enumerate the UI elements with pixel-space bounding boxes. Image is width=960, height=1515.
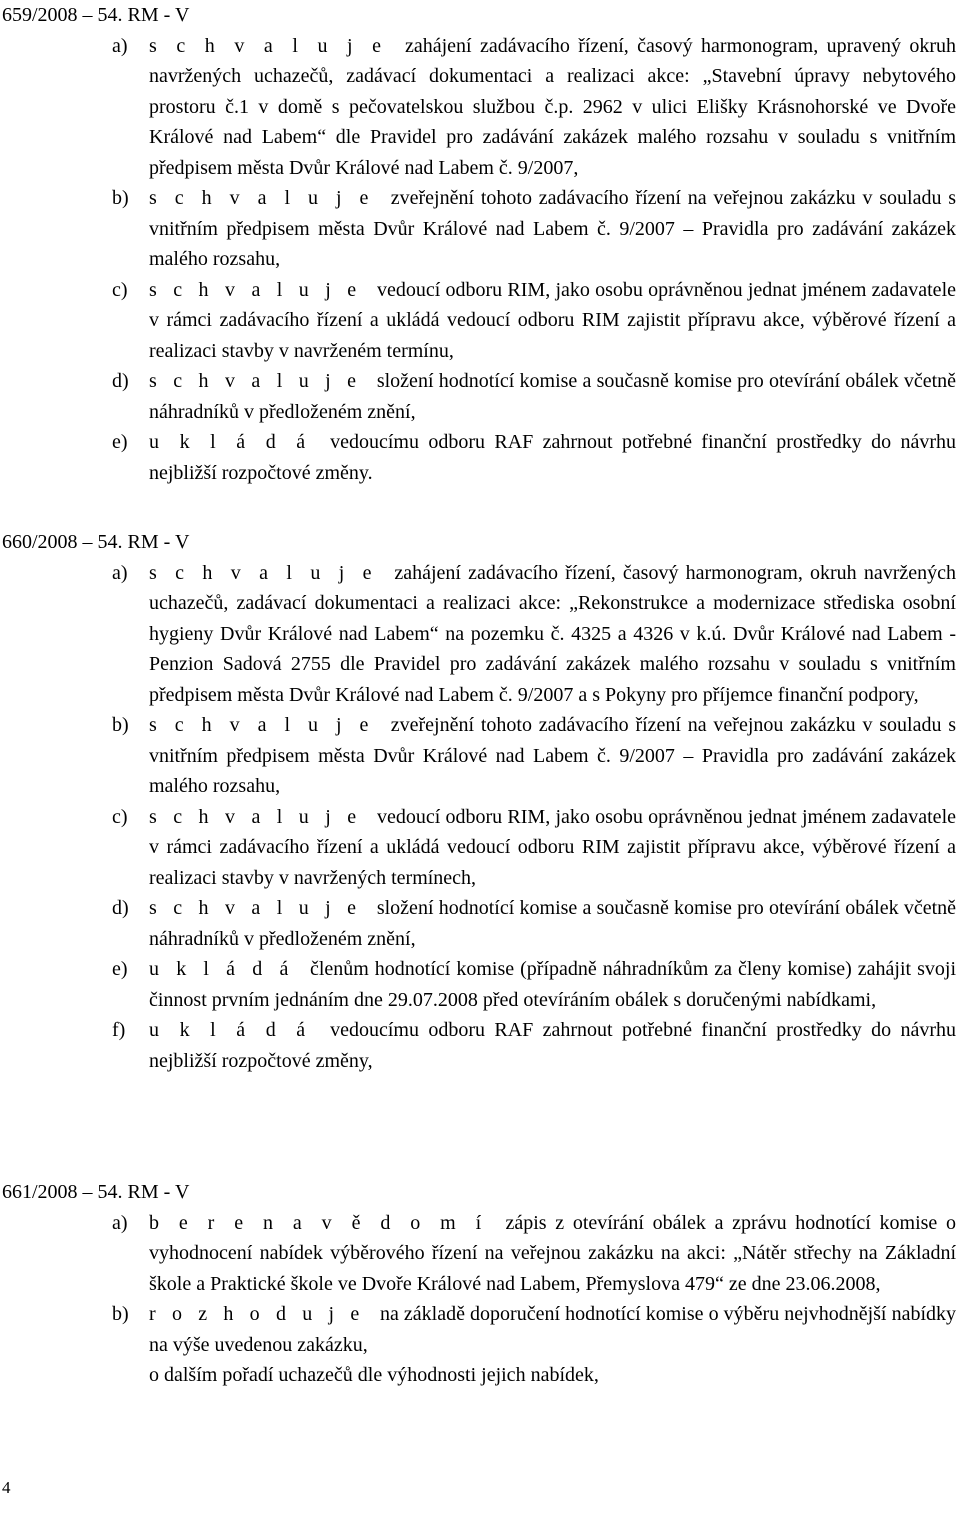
resolution-660 <box>2 527 956 1076</box>
resolution-661 <box>2 1177 956 1391</box>
resolution-item <box>2 710 956 802</box>
item-verb: u k l á d á <box>149 958 294 980</box>
item-label: f) <box>112 1019 126 1041</box>
item-verb: s c h v a l u j e <box>149 714 374 736</box>
resolution-item <box>2 1299 956 1360</box>
item-verb: s c h v a l u j e <box>149 370 362 392</box>
resolution-item <box>2 427 956 488</box>
item-label: d) <box>112 370 129 392</box>
item-verb: s c h v a l u j e <box>149 278 362 301</box>
resolution-item <box>2 1015 956 1076</box>
item-label: a) <box>112 34 128 57</box>
resolution-heading: 659/2008 – 54. RM - V <box>2 4 190 26</box>
item-verb: b e r e n a v ě d o m í <box>149 1211 487 1234</box>
page-number: 4 <box>2 1478 11 1497</box>
item-verb: s c h v a l u j e <box>149 561 378 584</box>
resolution-item <box>2 1208 956 1300</box>
item-text: zahájení zadávacího řízení, časový harmonogram, okruh navržených uchazečů, zadávací dokumentaci a realizaci akce: „Rekonstrukce a modernizace střediska osobní hygieny Dvůr Králové nad Labem“ na pozemku č. 4325 a 4326 v k.ú. Dvůr Králové nad Labem - Penzion Sadová 2755 dle Pravidel pro zadávání zakázek malého rozsahu v souladu s vnitřním předpisem města Dvůr Králové nad Labem č. 9/2007 a s Pokyny pro příjemce finanční podpory, <box>149 561 956 706</box>
resolution-item <box>2 31 956 184</box>
item-text: na základě doporučení hodnotící komise o výběru nejvhodnější nabídky na výše uvedenou zakázku, <box>149 1303 957 1356</box>
resolution-item <box>2 1360 956 1391</box>
resolution-item <box>2 954 956 1015</box>
item-verb: u k l á d á <box>149 431 311 453</box>
item-text: složení hodnotící komise a současně komise pro otevírání obálek včetně náhradníků v předloženém znění, <box>149 370 957 423</box>
item-text: zveřejnění tohoto zadávacího řízení na veřejnou zakázku v souladu s vnitřním předpisem města Dvůr Králové nad Labem č. 9/2007 – Pravidla pro zadávání zakázek malého rozsahu, <box>149 187 957 270</box>
item-verb: s c h v a l u j e <box>149 187 374 209</box>
item-label: a) <box>112 561 128 584</box>
resolution-item <box>2 183 956 275</box>
item-verb: s c h v a l u j e <box>149 34 387 57</box>
item-text: zápis z otevírání obálek a zprávu hodnotící komise o vyhodnocení nabídek výběrového řízení na veřejnou zakázku na akci: „Nátěr střechy na Základní škole a Praktické škole ve Dvoře Králové nad Labem, Přemyslova 479“ ze dne 23.06.2008, <box>149 1211 956 1295</box>
resolution-heading: 660/2008 – 54. RM - V <box>2 531 190 553</box>
item-verb: s c h v a l u j e <box>149 897 362 919</box>
item-text: zahájení zadávacího řízení, časový harmonogram, upravený okruh navržených uchazečů, zadávací dokumentaci a realizaci akce: „Stavební úpravy nebytového prostoru č.1 v domě s pečovatelskou službou č.p. 2962 v ulici Elišky Krásnohorské ve Dvoře Králové nad Labem“ dle Pravidel pro zadávání zakázek malého rozsahu v souladu s vnitřním předpisem města Dvůr Králové nad Labem č. 9/2007, <box>149 34 957 179</box>
item-label: c) <box>112 278 128 301</box>
item-text: o dalším pořadí uchazečů dle výhodnosti jejich nabídek, <box>149 1364 599 1386</box>
item-text: vedoucí odboru RIM, jako osobu oprávněnou jednat jménem zadavatele v rámci zadávacího řízení a ukládá vedoucí odboru RIM zajistit přípravu akce, výběrové řízení a realizaci stavby v navržených termínech, <box>149 805 956 889</box>
resolution-659 <box>2 0 956 488</box>
item-text: členům hodnotící komise (případně náhradníkům za členy komise) zahájit svoji činnost prvním jednáním dne 29.07.2008 před otevíráním obálek s doručenými nabídkami, <box>149 958 956 1011</box>
item-label: d) <box>112 897 129 919</box>
item-label: e) <box>112 431 128 453</box>
item-text: vedoucímu odboru RAF zahrnout potřebné finanční prostředky do návrhu nejbližší rozpočtové změny. <box>149 431 956 484</box>
resolution-item <box>2 366 956 427</box>
item-text: vedoucímu odboru RAF zahrnout potřebné finanční prostředky do návrhu nejbližší rozpočtové změny, <box>149 1019 956 1072</box>
item-label: b) <box>112 1303 129 1325</box>
item-label: e) <box>112 958 128 980</box>
item-text: zveřejnění tohoto zadávacího řízení na veřejnou zakázku v souladu s vnitřním předpisem města Dvůr Králové nad Labem č. 9/2007 – Pravidla pro zadávání zakázek malého rozsahu, <box>149 714 957 797</box>
item-label: b) <box>112 187 129 209</box>
item-text: vedoucí odboru RIM, jako osobu oprávněnou jednat jménem zadavatele v rámci zadávacího řízení a ukládá vedoucí odboru RIM zajistit přípravu akce, výběrové řízení a realizaci stavby v navrženém termínu, <box>149 278 956 362</box>
item-verb: u k l á d á <box>149 1019 311 1041</box>
item-label: c) <box>112 805 128 828</box>
resolution-item <box>2 275 956 367</box>
resolution-heading: 661/2008 – 54. RM - V <box>2 1181 190 1203</box>
resolution-item <box>2 558 956 711</box>
resolution-item <box>2 802 956 894</box>
item-label: a) <box>112 1211 128 1234</box>
item-verb: r o z h o d u j e <box>149 1303 365 1325</box>
resolution-item <box>2 893 956 954</box>
item-verb: s c h v a l u j e <box>149 805 362 828</box>
item-label: b) <box>112 714 129 736</box>
item-text: složení hodnotící komise a současně komise pro otevírání obálek včetně náhradníků v předloženém znění, <box>149 897 957 950</box>
